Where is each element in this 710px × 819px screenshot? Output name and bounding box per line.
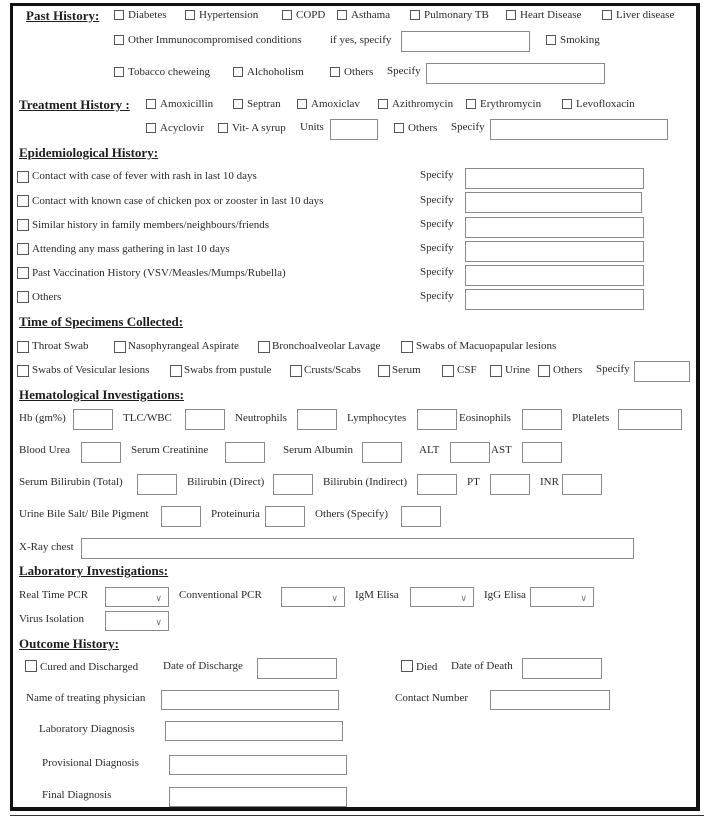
tlc-input[interactable] [185, 409, 225, 430]
hema-others-input[interactable] [401, 506, 441, 527]
label-physician: Name of treating physician [26, 692, 146, 704]
label-serum-albumin: Serum Albumin [283, 444, 353, 456]
xray-chest-input[interactable] [81, 538, 634, 559]
label-conventional-pcr: Conventional PCR [179, 589, 262, 601]
label-pt: PT [467, 476, 480, 488]
label-erythromycin: Erythromycin [480, 98, 542, 110]
label-provisional-diagnosis: Provisional Diagnosis [42, 757, 139, 769]
specimens-heading: Time of Specimens Collected: [19, 314, 184, 329]
checkbox-diabetes[interactable] [114, 10, 124, 20]
proteinuria-input[interactable] [265, 506, 305, 527]
label-epi-chickenpox: Contact with known case of chicken pox or zooster in last 10 days [32, 195, 324, 207]
label-tobacco: Tobacco cheweing [128, 66, 210, 78]
date-discharge-input[interactable] [257, 658, 337, 679]
label-real-time-pcr: Real Time PCR [19, 589, 89, 601]
label-lymphocytes: Lymphocytes [347, 412, 407, 424]
serum-creatinine-input[interactable] [225, 442, 265, 463]
label-neutrophils: Neutrophils [235, 412, 287, 424]
checkbox-pustule[interactable] [170, 365, 182, 377]
label-tlc: TLC/WBC [123, 412, 172, 424]
label-azithromycin: Azithromycin [392, 98, 454, 110]
label-date-discharge: Date of Discharge [163, 660, 243, 672]
label-bronchoalveolar: Bronchoalveolar Lavage [272, 340, 381, 352]
label-epi-others: Others [32, 291, 62, 303]
platelets-input[interactable] [618, 409, 682, 430]
past-others-specify-input[interactable] [426, 63, 605, 84]
neutrophils-input[interactable] [297, 409, 337, 430]
checkbox-cured-discharged[interactable] [25, 660, 37, 672]
checkbox-csf[interactable] [442, 365, 454, 377]
chevron-down-icon: ∨ [331, 593, 338, 603]
hematological-heading: Hematological Investigations: [19, 387, 185, 402]
label-epi-specify-4: Specify [420, 242, 454, 254]
label-igm-elisa: IgM Elisa [355, 589, 399, 601]
label-immunocompromised: Other Immunocompromised conditions [128, 34, 302, 46]
label-pulmonary-tb: Pulmonary TB [424, 9, 489, 21]
label-virus-isolation: Virus Isolation [19, 613, 85, 625]
checkbox-smoking[interactable] [546, 35, 556, 45]
label-igg-elisa: IgG Elisa [484, 589, 526, 601]
igm-elisa-select[interactable] [410, 587, 474, 607]
label-contact-number: Contact Number [395, 692, 469, 704]
checkbox-vit-a-syrup[interactable] [218, 123, 228, 133]
blood-urea-input[interactable] [81, 442, 121, 463]
label-septran: Septran [247, 98, 281, 110]
checkbox-urine[interactable] [490, 365, 502, 377]
label-past-others: Others [344, 66, 374, 78]
past-history-heading: Past History: [26, 8, 100, 23]
epi-chickenpox-input[interactable] [465, 192, 642, 213]
label-bilirubin-total: Serum Bilirubin (Total) [19, 476, 123, 488]
label-past-specify: Specify [387, 65, 421, 77]
label-alt: ALT [419, 444, 440, 456]
urine-bile-input[interactable] [161, 506, 201, 527]
label-hb: Hb (gm%) [19, 412, 66, 424]
label-levofloxacin: Levofloxacin [576, 98, 635, 110]
label-proteinuria: Proteinuria [211, 508, 260, 520]
date-death-input[interactable] [522, 658, 602, 679]
label-pustule: Swabs from pustule [184, 364, 272, 376]
label-epi-mass-gathering: Attending any mass gathering in last 10 days [32, 243, 230, 255]
checkbox-vesicular[interactable] [17, 365, 29, 377]
chevron-down-icon: ∨ [155, 593, 162, 603]
label-csf: CSF [457, 364, 477, 376]
checkbox-asthama[interactable] [337, 10, 347, 20]
checkbox-liver-disease[interactable] [602, 10, 612, 20]
final-diagnosis-input[interactable] [169, 787, 347, 807]
checkbox-levofloxacin[interactable] [562, 99, 572, 109]
label-cured-discharged: Cured and Discharged [40, 661, 139, 673]
label-inr: INR [540, 476, 559, 488]
serum-albumin-input[interactable] [362, 442, 402, 463]
epi-mass-gathering-input[interactable] [465, 241, 644, 262]
label-date-death: Date of Death [451, 660, 513, 672]
label-alcoholism: Alchoholism [247, 66, 304, 78]
bilirubin-total-input[interactable] [137, 474, 177, 495]
checkbox-treatment-others[interactable] [394, 123, 404, 133]
label-amoxiclav: Amoxiclav [311, 98, 360, 110]
physician-input[interactable] [161, 690, 339, 710]
label-urine-bile: Urine Bile Salt/ Bile Pigment [19, 508, 149, 520]
chevron-down-icon: ∨ [580, 593, 587, 603]
checkbox-copd[interactable] [282, 10, 292, 20]
checkbox-throat-swab[interactable] [17, 341, 29, 353]
igg-elisa-select[interactable] [530, 587, 594, 607]
label-platelets: Platelets [572, 412, 610, 424]
checkbox-amoxicillin[interactable] [146, 99, 156, 109]
label-vesicular: Swabs of Vesicular lesions [32, 364, 150, 376]
checkbox-septran[interactable] [233, 99, 243, 109]
provisional-diagnosis-input[interactable] [169, 755, 347, 775]
ast-input[interactable] [522, 442, 562, 463]
checkbox-epi-family[interactable] [17, 219, 29, 231]
checkbox-hypertension[interactable] [185, 10, 195, 20]
label-epi-vaccination: Past Vaccination History (VSV/Measles/Mumps/Rubella) [32, 267, 286, 279]
laboratory-heading: Laboratory Investigations: [19, 563, 169, 578]
label-xray-chest: X-Ray chest [19, 541, 74, 553]
chevron-down-icon: ∨ [460, 593, 467, 603]
checkbox-nasopharyngeal[interactable] [114, 341, 126, 353]
label-liver-disease: Liver disease [616, 9, 675, 21]
checkbox-crusts[interactable] [290, 365, 302, 377]
pt-input[interactable] [490, 474, 530, 495]
label-ast: AST [491, 444, 512, 456]
epi-vaccination-input[interactable] [465, 265, 644, 286]
label-eosinophils: Eosinophils [459, 412, 511, 424]
label-epi-specify-2: Specify [420, 194, 454, 206]
label-units: Units [300, 121, 324, 133]
checkbox-macuopapular[interactable] [401, 341, 413, 353]
epi-family-input[interactable] [465, 217, 644, 238]
label-epi-specify-5: Specify [420, 266, 454, 278]
label-crusts: Crusts/Scabs [304, 364, 361, 376]
specimen-specify-input[interactable] [634, 361, 690, 382]
eosinophils-input[interactable] [522, 409, 562, 430]
label-epi-specify-6: Specify [420, 290, 454, 302]
checkbox-alcoholism[interactable] [233, 67, 243, 77]
label-amoxicillin: Amoxicillin [160, 98, 214, 110]
checkbox-died[interactable] [401, 660, 413, 672]
checkbox-heart-disease[interactable] [506, 10, 516, 20]
label-died: Died [416, 661, 438, 673]
checkbox-erythromycin[interactable] [466, 99, 476, 109]
checkbox-epi-vaccination[interactable] [17, 267, 29, 279]
checkbox-immunocompromised[interactable] [114, 35, 124, 45]
if-yes-specify-input[interactable] [401, 31, 530, 52]
checkbox-epi-others[interactable] [17, 291, 29, 303]
conventional-pcr-select[interactable] [281, 587, 345, 607]
outcome-heading: Outcome History: [19, 636, 120, 651]
checkbox-epi-mass-gathering[interactable] [17, 243, 29, 255]
label-blood-urea: Blood Urea [19, 444, 71, 456]
label-bilirubin-direct: Bilirubin (Direct) [187, 476, 265, 488]
virus-isolation-select[interactable] [105, 611, 169, 631]
checkbox-acyclovir[interactable] [146, 123, 156, 133]
label-final-diagnosis: Final Diagnosis [42, 789, 112, 801]
label-hypertension: Hypertension [199, 9, 259, 21]
checkbox-azithromycin[interactable] [378, 99, 388, 109]
label-macuopapular: Swabs of Macuopapular lesions [416, 340, 557, 352]
chevron-down-icon: ∨ [155, 617, 162, 627]
epidemiological-history-heading: Epidemiological History: [19, 145, 159, 160]
lab-diagnosis-input[interactable] [165, 721, 343, 741]
label-heart-disease: Heart Disease [520, 9, 582, 21]
label-lab-diagnosis: Laboratory Diagnosis [39, 723, 135, 735]
units-input[interactable] [330, 119, 378, 140]
treatment-others-specify-input[interactable] [490, 119, 668, 140]
bilirubin-direct-input[interactable] [273, 474, 313, 495]
label-epi-fever-rash: Contact with case of fever with rash in last 10 days [32, 170, 257, 182]
label-throat-swab: Throat Swab [32, 340, 89, 352]
label-serum: Serum [392, 364, 421, 376]
label-nasopharyngeal: Nasophyrangeal Aspirate [128, 340, 239, 352]
checkbox-tobacco[interactable] [114, 67, 124, 77]
checkbox-epi-chickenpox[interactable] [17, 195, 29, 207]
real-time-pcr-select[interactable] [105, 587, 169, 607]
label-acyclovir: Acyclovir [160, 122, 204, 134]
label-diabetes: Diabetes [128, 9, 167, 21]
checkbox-epi-fever-rash[interactable] [17, 171, 29, 183]
label-epi-specify-1: Specify [420, 169, 454, 181]
label-copd: COPD [296, 9, 326, 21]
checkbox-specimen-others[interactable] [538, 365, 550, 377]
checkbox-serum[interactable] [378, 365, 390, 377]
lymphocytes-input[interactable] [417, 409, 457, 430]
checkbox-bronchoalveolar[interactable] [258, 341, 270, 353]
checkbox-past-others[interactable] [330, 67, 340, 77]
label-urine: Urine [505, 364, 531, 376]
label-serum-creatinine: Serum Creatinine [131, 444, 209, 456]
bilirubin-indirect-input[interactable] [417, 474, 457, 495]
label-specimen-specify: Specify [596, 363, 630, 375]
label-hema-others: Others (Specify) [315, 508, 389, 520]
inr-input[interactable] [562, 474, 602, 495]
label-smoking: Smoking [560, 34, 600, 46]
bottom-rule [10, 815, 704, 816]
label-vit-a-syrup: Vit- A syrup [232, 122, 286, 134]
epi-fever-rash-input[interactable] [465, 168, 644, 189]
epi-others-input[interactable] [465, 289, 644, 310]
label-epi-family: Similar history in family members/neighbours/friends [32, 219, 270, 231]
label-if-yes-specify: if yes, specify [330, 34, 392, 46]
contact-number-input[interactable] [490, 690, 610, 710]
label-treatment-others: Others [408, 122, 438, 134]
hb-input[interactable] [73, 409, 113, 430]
label-epi-specify-3: Specify [420, 218, 454, 230]
label-asthama: Asthama [351, 9, 391, 21]
treatment-history-heading: Treatment History : [19, 97, 130, 112]
label-treatment-specify: Specify [451, 121, 485, 133]
label-specimen-others: Others [553, 364, 583, 376]
label-bilirubin-indirect: Bilirubin (Indirect) [323, 476, 408, 488]
checkbox-amoxiclav[interactable] [297, 99, 307, 109]
alt-input[interactable] [450, 442, 490, 463]
checkbox-pulmonary-tb[interactable] [410, 10, 420, 20]
